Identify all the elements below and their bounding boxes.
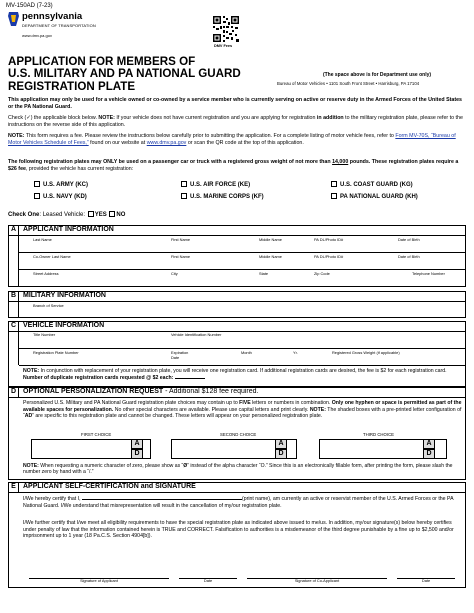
section-d-header: D OPTIONAL PERSONALIZATION REQUEST - Additional $128 fee required. bbox=[9, 388, 465, 398]
branch-army-option[interactable]: U.S. ARMY (KC) bbox=[34, 181, 88, 190]
second-choice-a-box: A bbox=[275, 439, 287, 449]
address-row[interactable]: Street Address City State Zip Code Telephone Number bbox=[33, 271, 445, 276]
marine-checkbox[interactable] bbox=[181, 193, 187, 199]
form-title bbox=[8, 56, 241, 93]
branch-national-guard-option[interactable]: PA NATIONAL GUARD (KH) bbox=[331, 193, 418, 202]
section-b-military bbox=[8, 291, 466, 318]
certification-text: I/We hereby certify that I, (print name), am currently an active or reservist member of the U.S. Armed Forces or the PA National Guard. I/We understand that misrepresentation will result in the cancellation of my/our registration plate. bbox=[23, 496, 454, 509]
bureau-address: Bureau of Motor Vehicles • 1101 South Front Street • Harrisburg, PA 17104 bbox=[277, 81, 420, 86]
branch-marine-option[interactable]: U.S. MARINE CORPS (KF) bbox=[181, 193, 264, 202]
air-force-checkbox[interactable] bbox=[181, 181, 187, 187]
section-e-certification bbox=[8, 482, 466, 588]
zero-character-note: NOTE: When requesting a numeric character of zero, please show as “Ø” instead of the alpha character “O.” Since this is an electronically fillable form, after printing the form, please slash the number zero by hand with a “/.” bbox=[23, 463, 453, 476]
personalization-instructions: Personalized U.S. Military and PA National Guard registration plate choices may contain up to FIVE letters or numbers in combination. Only one hyphen or space is permitted as part of the available spaces for personalization. No other special characters are available. Please use capital letters and print clearly. NOTE: The shaded boxes with a pre-printed letter configuration of “AD” are specific to this registration plate and cannot be changed. These letters will appear on your personalized registration plate. bbox=[23, 400, 462, 419]
intro-eligibility: This application may only be used for a vehicle owned or co-owned by a service member who is currently serving on active or reserve duty in the Armed Forces of the United States or the PA National Guard. bbox=[8, 97, 462, 110]
national-guard-checkbox[interactable] bbox=[331, 193, 337, 199]
section-e-header: E APPLICANT SELF-CERTIFICATION and SIGNATURE bbox=[9, 483, 465, 493]
qr-caption: DMV Fees bbox=[214, 44, 233, 48]
applicant-name-row[interactable]: Last Name First Name Middle Name PA DL/Photo ID# Date of Birth bbox=[19, 236, 465, 253]
lease-yes-checkbox[interactable] bbox=[88, 211, 94, 217]
duplicate-cards-input[interactable] bbox=[175, 378, 205, 379]
navy-checkbox[interactable] bbox=[34, 193, 40, 199]
section-a-header: A APPLICANT INFORMATION bbox=[9, 226, 465, 236]
keystone-logo-icon bbox=[8, 12, 19, 26]
duplicate-cards-note: NOTE: In conjunction with replacement of your registration plate, you will receive one registration card. If additional registration cards are desired, the fee is $2 for each registration card. Number of duplicate registration cards requested @ $2 each: bbox=[23, 368, 447, 381]
applicant-signature-line[interactable]: Signature of Applicant bbox=[29, 578, 169, 584]
section-b-header: B MILITARY INFORMATION bbox=[9, 292, 465, 302]
section-c-vehicle bbox=[8, 321, 466, 387]
section-d-personalization: D OPTIONAL PERSONALIZATION REQUEST - Additional $128 fee required. Personalized U.S. Military and PA National Guard registration plate choices may contain up to FIVE letters or numbers in combination. Only one hyphen or space is permitted as part of the available spaces for personalization. No other special characters are available. Please use capital letters and print clearly. NOTE: The shaded boxes with a pre-printed letter configuration of “AD” are specific to this registration plate and cannot be changed. These letters will appear on your personalized registration plate. FIRST CHOICE SECOND CHOICE THIRD CHOICE A D A D A D NOTE: When requesting a numeric character of zero, please show as “Ø” instead of the alpha character “O.” Since this is an electronically fillable form, after printing the form, please slash the number zero by hand with a “/.” bbox=[8, 387, 466, 480]
logo-department: DEPARTMENT OF TRANSPORTATION bbox=[22, 23, 96, 28]
coast-guard-checkbox[interactable] bbox=[331, 181, 337, 187]
department-use-note: (The space above is for Department use only) bbox=[322, 72, 432, 78]
logo-url: www.dmv.pa.gov bbox=[22, 33, 52, 38]
coapplicant-date-line[interactable]: Date bbox=[397, 578, 455, 584]
title-line-3: REGISTRATION PLATE bbox=[8, 79, 136, 93]
form-mv70s-link[interactable]: Form MV-70S, “Bureau of Motor Vehicles Schedule of Fees,” bbox=[8, 133, 456, 146]
coowner-name-row[interactable]: Co-Owner Last Name First Name Middle Name PA DL/Photo ID# Date of Birth bbox=[19, 253, 465, 270]
lease-no-checkbox[interactable] bbox=[109, 211, 115, 217]
third-choice-d-box: D bbox=[423, 449, 435, 459]
section-a-applicant bbox=[8, 225, 466, 287]
title-line-1: APPLICATION FOR MEMBERS OF bbox=[8, 55, 196, 68]
print-name-input[interactable] bbox=[82, 499, 242, 500]
dmv-website-link[interactable]: www.dmv.pa.gov bbox=[146, 139, 187, 146]
branch-navy-option[interactable]: U.S. NAVY (KD) bbox=[34, 193, 87, 202]
branch-coast-guard-option[interactable]: U.S. COAST GUARD (KG) bbox=[331, 181, 413, 190]
title-line-2: U.S. MILITARY AND PA NATIONAL GUARD bbox=[8, 67, 241, 81]
penndot-logo bbox=[8, 12, 98, 56]
leased-vehicle-row: Check One: Leased Vehicle: YES NO bbox=[8, 212, 126, 218]
title-vin-row[interactable]: Title Number Vehicle Identification Number bbox=[19, 332, 465, 349]
intro-fee-note: NOTE: This form requires a fee. Please review the instructions below carefully prior to submitting the application. For a complete listing of motor vehicle fees, refer to Form MV-70S, “Bureau of Motor Vehicles Schedule of Fees,” found on our website at www.dmv.pa.gov or scan the QR code at the top of this application. bbox=[8, 133, 456, 146]
first-choice-d-box: D bbox=[131, 449, 143, 459]
applicant-date-line[interactable]: Date bbox=[179, 578, 237, 584]
further-certification-text: I/We further certify that I/we meet all eligibility requirements to have the special registration plate as indicated above issued to me/us. In addition, my/our signature(s) below hereby certifies under penalty of law that the information contained herein is TRUE and CORRECT. Falsification to authorities is a misdemeanor of the third degree punishable by a fine up to $2,500 and/or imprisonment up to 1 year (18 Pa.C.S. Section 4904[b]). bbox=[23, 520, 454, 539]
coapplicant-signature-line[interactable]: Signature of Co-Applicant bbox=[247, 578, 387, 584]
branch-of-service-field[interactable]: Branch of Service bbox=[33, 303, 64, 308]
third-choice-a-box: A bbox=[423, 439, 435, 449]
plate-expiration-row[interactable]: Registration Plate Number Expiration Date Month Yr. Registered Gross Weight (if applicable) bbox=[19, 349, 465, 366]
intro-weight-note: The following registration plates may ONLY be used on a passenger car or truck with a registered gross weight of not more than 14,000 pounds. These registration plates require a $26 fee, provided the vehicle has current registration: bbox=[8, 159, 459, 172]
second-choice-d-box: D bbox=[275, 449, 287, 459]
logo-state-name: pennsylvania bbox=[22, 11, 83, 22]
army-checkbox[interactable] bbox=[34, 181, 40, 187]
form-number: MV-150AD (7-23) bbox=[6, 3, 53, 9]
intro-check-instructions: Check (✓) the applicable block below. NOTE: If your vehicle does not have current registration and you are applying for registration in addition to the military registration plate, please refer to the instructions on the reverse side of this application. bbox=[8, 115, 463, 128]
first-choice-a-box: A bbox=[131, 439, 143, 449]
section-c-header: C VEHICLE INFORMATION bbox=[9, 322, 465, 332]
qr-code-icon[interactable] bbox=[212, 15, 240, 43]
branch-air-force-option[interactable]: U.S. AIR FORCE (KE) bbox=[181, 181, 250, 190]
